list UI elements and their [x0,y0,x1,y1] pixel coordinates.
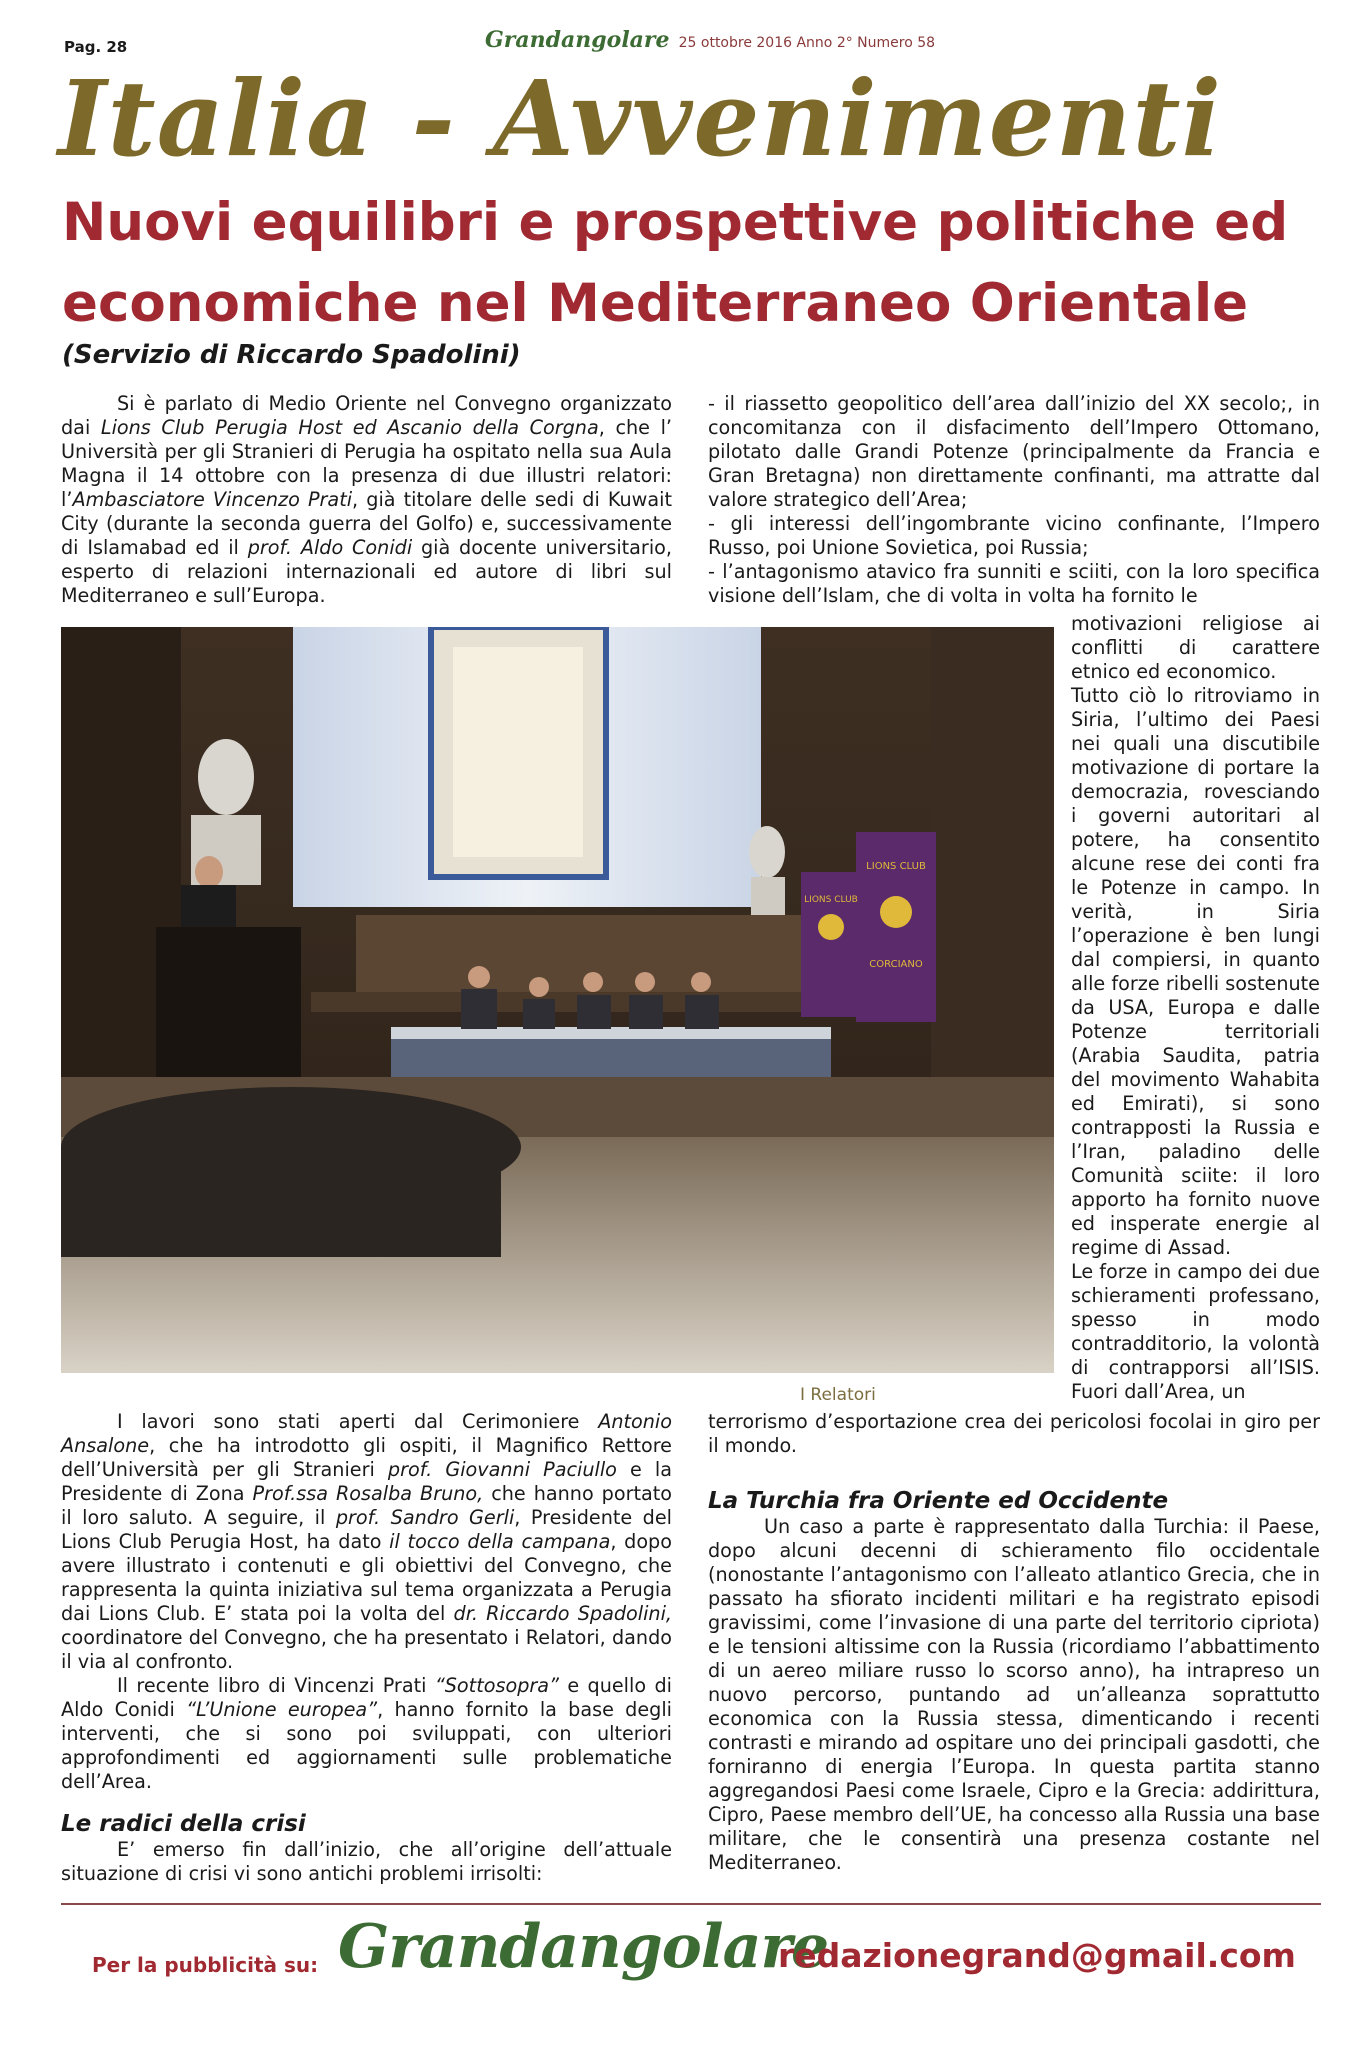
syria-text [1071,612,1320,1404]
continuation-paragraph: terrorismo d’esportazione crea dei pericolosi focolai in giro per il mondo. [708,1410,1320,1457]
lavori-paragraph: I lavori sono stati aperti dal Cerimoniere Antonio Ansalone, che ha introdotto gli ospiti, il Magnifico Rettore dell’Università per gli Stranieri prof. Giovanni Paciullo e la Presidente di Zona Prof.ssa Rosalba Bruno, che hanno portato il loro saluto. A seguire, il prof. Sandro Gerli, Presidente del Lions Club Perugia Host, ha dato il tocco della campana, dopo avere illustrato i contenuti e gli obiettivi del Convegno, che rappresenta la quinta iniziativa sul tema organizzata a Perugia dai Lions Club. E’ stata poi la volta del dr. Riccardo Spadolini, coordinatore del Convegno, che ha presentato i Relatori, dando il via al confronto. [61,1410,673,1673]
footer-advertising-label: Per la pubblicità su: [92,1953,319,1977]
banner-text: LIONS CLUB [866,861,926,872]
section-title: Italia - Avvenimenti [58,57,1223,180]
terrorism-text [708,1410,1320,1458]
footer-email[interactable]: redazionegrand@gmail.com [778,1936,1296,1975]
event-photo [61,627,1054,1373]
section-heading-turchia: La Turchia fra Oriente ed Occidente [708,1488,1169,1514]
radici-paragraph: E’ emerso fin dall’inizio, che all’origine dell’attuale situazione di crisi vi sono antichi problemi irrisolti: [61,1838,672,1885]
page-number: Pag. 28 [64,38,128,56]
masthead [485,27,935,53]
lavori-section [61,1410,672,1794]
radici-section [61,1810,672,1886]
cause-item: - l’antagonismo atavico fra sunniti e sciiti, con la loro specifica visione dell’Islam, che di volta in volta ha fornito le [708,560,1320,607]
turchia-paragraph: Un caso a parte è rappresentato dalla Turchia: il Paese, dopo alcuni decenni di schieramento filo occidentale (nonostante l’antagonismo con l’alleato atlantico Grecia, che in passato ha sfiorato incidenti militari e ha registrato episodi gravissimi, come l’invasione di una parte del territorio cipriota) e le tensioni altissime con la Russia (ricordiamo l’abbattimento di un aereo miliare russo lo scorso anno), ha intrapreso un nuovo percorso, puntando ad un’alleanza soprattutto economica con la Russia stessa, dimenticando i recenti contrasti e mirando ad ospitare uno dei principali gasdotti, che forniranno di energia l’Europa. In questa partita stanno aggregandosi Paesi come Israele, Cipro e la Grecia: addirittura, Cipro, Paese membro dell’UE, ha concesso alla Russia una base militare, che le consentirà una presenza costante nel Mediterraneo. [708,1515,1320,1874]
banner-text: CORCIANO [869,959,923,970]
article-headline: Nuovi equilibri e prospettive politiche ed economiche nel Mediterraneo Orientale [62,192,1289,334]
footer-brand-logo: Grandangolare [338,1912,829,1982]
masthead-brand: Grandangolare [485,27,670,53]
libro-paragraph: Il recente libro di Vincenzi Prati “Sottosopra” e quello di Aldo Conidi “L’Unione europea”, hanno fornito la base degli interventi, che si sono poi sviluppati, con ulteriori approfondimenti ed aggiornamenti sulle problematiche dell’Area. [61,1674,673,1793]
photo-caption: I Relatori [800,1385,876,1405]
banner-text: LIONS CLUB [804,895,858,905]
narrow-paragraph: Tutto ciò lo ritroviamo in Siria, l’ultimo dei Paesi nei quali una discutibile motivazione di portare la democrazia, rovesciando i governi autoritari al potere, ha consentito alcune rese dei conti fra le Potenze in campo. In verità, in Siria l’operazione è ben lungi dal compiersi, in quanto alle forze ribelli sostenute da USA, Europa e dalle Potenze territoriali (Arabia Saudita, patria del movimento Wahabita ed Emirati), si sono contrapposti la Russia e l’Iran, paladino delle Comunità sciite: il loro apporto ha fornito nuove ed insperate energie al regime di Assad. [1071,684,1320,1259]
narrow-paragraph: motivazioni religiose ai conflitti di carattere etnico ed economico. [1071,612,1320,683]
narrow-paragraph: Le forze in campo dei due schieramenti professano, spesso in modo contradditorio, la volontà di contrapporsi all’ISIS. Fuori dall’Area, un [1071,1260,1320,1403]
intro-paragraph: Si è parlato di Medio Oriente nel Convegno organizzato dai Lions Club Perugia Host ed Ascanio della Corgna, che l’ Università per gli Stranieri di Perugia ha ospitato nella sua Aula Magna il 14 ottobre con la presenza di due illustri relatori: l’Ambasciatore Vincenzo Prati, già titolare delle sedi di Kuwait City (durante la seconda guerra del Golfo) e, successivamente di Islamabad ed il prof. Aldo Conidi già docente universitario, esperto di relazioni internazionali ed autore di libri sul Mediterraneo e sull’Europa. [61,392,673,607]
cause-item: - il riassetto geopolitico dell’area dall’inizio del XX secolo;, in concomitanza con il disfacimento dell’Impero Ottomano, pilotato dalle Grandi Potenze (principalmente da Francia e Gran Bretagna) non direttamente confinanti, ma attratte dal valore strategico dell’Area; [708,392,1320,511]
causes-list [708,392,1320,608]
article-byline: (Servizio di Riccardo Spadolini) [62,340,521,370]
footer-divider [61,1903,1321,1905]
turchia-section [708,1487,1320,1875]
cause-item: - gli interessi dell’ingombrante vicino confinante, l’Impero Russo, poi Unione Sovietica, poi Russia; [708,512,1320,559]
section-heading-radici: Le radici della crisi [61,1811,306,1837]
intro-paragraph-block [61,392,672,608]
masthead-date: 25 ottobre 2016 Anno 2° Numero 58 [678,35,936,51]
